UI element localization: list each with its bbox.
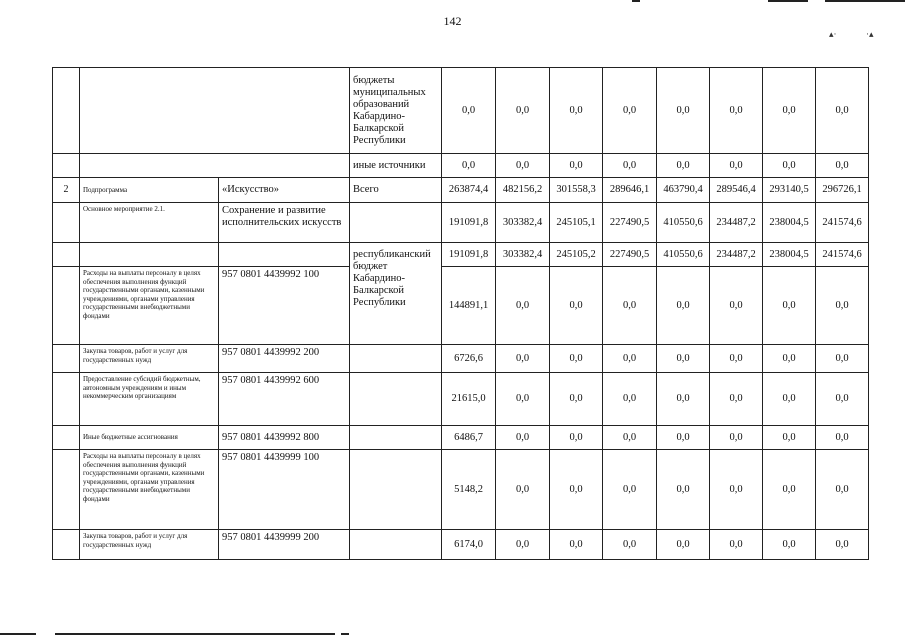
scan-edge-mark — [768, 0, 808, 2]
value-cell: 263874,4 — [442, 178, 496, 203]
value-cell: 0,0 — [763, 267, 816, 345]
row-index — [53, 243, 80, 267]
value-cell: 0,0 — [657, 68, 710, 154]
scan-speck: ▴· — [829, 29, 837, 39]
row-index — [53, 530, 80, 560]
value-cell: 0,0 — [816, 530, 869, 560]
value-cell: 0,0 — [657, 450, 710, 530]
value-cell: 0,0 — [710, 450, 763, 530]
value-cell: 0,0 — [550, 426, 603, 450]
value-cell: 0,0 — [603, 426, 657, 450]
value-cell: 410550,6 — [657, 203, 710, 243]
value-cell: 0,0 — [603, 530, 657, 560]
value-cell: 0,0 — [710, 68, 763, 154]
row-code: 957 0801 4439992 200 — [219, 345, 350, 373]
value-cell: 0,0 — [657, 373, 710, 426]
funding-source: Всего — [350, 178, 442, 203]
value-cell: 0,0 — [496, 68, 550, 154]
value-cell: 0,0 — [710, 426, 763, 450]
value-cell: 0,0 — [442, 154, 496, 178]
value-cell: 289646,1 — [603, 178, 657, 203]
value-cell: 234487,2 — [710, 243, 763, 267]
value-cell: 0,0 — [603, 450, 657, 530]
value-cell: 234487,2 — [710, 203, 763, 243]
row-code: «Искусство» — [219, 178, 350, 203]
row-code — [219, 243, 350, 267]
row-name — [80, 154, 350, 178]
value-cell: 0,0 — [496, 450, 550, 530]
value-cell: 0,0 — [603, 68, 657, 154]
value-cell: 410550,6 — [657, 243, 710, 267]
value-cell: 0,0 — [816, 426, 869, 450]
row-code: Сохранение и развитие исполнительских искусств — [219, 203, 350, 243]
table-row — [53, 154, 869, 178]
scan-edge-mark — [632, 0, 640, 2]
row-name: Предоставление субсидий бюджетным, автономным учреждениям и иным некоммерческим организациям — [80, 373, 219, 426]
row-code: 957 0801 4439999 200 — [219, 530, 350, 560]
value-cell: 0,0 — [496, 267, 550, 345]
page-number: 142 — [443, 14, 462, 28]
value-cell: 0,0 — [496, 373, 550, 426]
value-cell: 227490,5 — [603, 243, 657, 267]
funding-source — [350, 373, 442, 426]
value-cell: 0,0 — [657, 426, 710, 450]
value-cell: 0,0 — [550, 68, 603, 154]
row-index — [53, 373, 80, 426]
value-cell: 0,0 — [816, 450, 869, 530]
value-cell: 0,0 — [550, 373, 603, 426]
funding-source: иные источники — [350, 154, 442, 178]
row-index — [53, 426, 80, 450]
funding-source: бюджеты муниципальных образований Кабардино-Балкарской Республики — [350, 68, 442, 154]
value-cell: 5148,2 — [442, 450, 496, 530]
value-cell: 293140,5 — [763, 178, 816, 203]
funding-source — [350, 530, 442, 560]
value-cell: 0,0 — [657, 154, 710, 178]
row-name: Расходы на выплаты персоналу в целях обеспечения выполнения функций государственными органами, казенными учреждениями, органами управления государственными внебюджетными фондами — [80, 267, 219, 345]
value-cell: 0,0 — [603, 267, 657, 345]
row-name — [80, 243, 219, 267]
value-cell: 0,0 — [710, 373, 763, 426]
funding-source: республиканский бюджет Кабардино-Балкарской Республики — [350, 243, 442, 345]
value-cell: 289546,4 — [710, 178, 763, 203]
value-cell: 0,0 — [763, 68, 816, 154]
value-cell: 0,0 — [496, 154, 550, 178]
value-cell: 0,0 — [657, 267, 710, 345]
table-row — [53, 530, 869, 560]
table-row — [53, 345, 869, 373]
value-cell: 241574,6 — [816, 203, 869, 243]
funding-source — [350, 450, 442, 530]
value-cell: 0,0 — [763, 450, 816, 530]
table-row — [53, 178, 869, 203]
row-code: 957 0801 4439992 100 — [219, 267, 350, 345]
value-cell: 6174,0 — [442, 530, 496, 560]
row-name: Подпрограмма — [80, 178, 219, 203]
row-name: Закупка товаров, работ и услуг для государственных нужд — [80, 530, 219, 560]
value-cell: 296726,1 — [816, 178, 869, 203]
value-cell: 245105,2 — [550, 243, 603, 267]
table-row — [53, 203, 869, 243]
value-cell: 0,0 — [603, 345, 657, 373]
row-index — [53, 450, 80, 530]
scan-edge-mark — [825, 0, 905, 2]
value-cell: 301558,3 — [550, 178, 603, 203]
value-cell: 0,0 — [496, 426, 550, 450]
scan-edge-mark — [0, 633, 36, 635]
row-name: Расходы на выплаты персоналу в целях обеспечения выполнения функций государственными органами, казенными учреждениями, органами управления государственными внебюджетными фондами — [80, 450, 219, 530]
value-cell: 0,0 — [657, 530, 710, 560]
value-cell: 245105,1 — [550, 203, 603, 243]
value-cell: 0,0 — [816, 345, 869, 373]
funding-source — [350, 345, 442, 373]
value-cell: 6726,6 — [442, 345, 496, 373]
row-code: 957 0801 4439992 600 — [219, 373, 350, 426]
value-cell: 0,0 — [816, 267, 869, 345]
value-cell: 0,0 — [496, 345, 550, 373]
value-cell: 0,0 — [550, 530, 603, 560]
value-cell: 191091,8 — [442, 203, 496, 243]
value-cell: 0,0 — [603, 154, 657, 178]
value-cell: 0,0 — [763, 530, 816, 560]
value-cell: 0,0 — [710, 530, 763, 560]
value-cell: 0,0 — [550, 267, 603, 345]
value-cell: 238004,5 — [763, 203, 816, 243]
row-name: Иные бюджетные ассигнования — [80, 426, 219, 450]
row-code: 957 0801 4439992 800 — [219, 426, 350, 450]
row-index — [53, 203, 80, 243]
value-cell: 0,0 — [763, 426, 816, 450]
value-cell: 241574,6 — [816, 243, 869, 267]
budget-table — [52, 67, 869, 560]
scan-speck: ·▴ — [866, 29, 874, 39]
value-cell: 238004,5 — [763, 243, 816, 267]
row-index — [53, 267, 80, 345]
row-index — [53, 68, 80, 154]
value-cell: 0,0 — [763, 345, 816, 373]
value-cell: 0,0 — [816, 154, 869, 178]
value-cell: 0,0 — [657, 345, 710, 373]
value-cell: 303382,4 — [496, 203, 550, 243]
row-code: 957 0801 4439999 100 — [219, 450, 350, 530]
value-cell: 0,0 — [710, 267, 763, 345]
row-name: Закупка товаров, работ и услуг для государственных нужд — [80, 345, 219, 373]
row-name: Основное мероприятие 2.1. — [80, 203, 219, 243]
value-cell: 0,0 — [550, 154, 603, 178]
value-cell: 0,0 — [710, 154, 763, 178]
scan-edge-mark — [55, 633, 335, 635]
table-row — [53, 243, 869, 267]
table-row — [53, 450, 869, 530]
table-row — [53, 68, 869, 154]
value-cell: 144891,1 — [442, 267, 496, 345]
value-cell: 6486,7 — [442, 426, 496, 450]
value-cell: 482156,2 — [496, 178, 550, 203]
value-cell: 0,0 — [550, 345, 603, 373]
row-index — [53, 345, 80, 373]
value-cell: 191091,8 — [442, 243, 496, 267]
value-cell: 0,0 — [496, 530, 550, 560]
value-cell: 0,0 — [763, 373, 816, 426]
value-cell: 303382,4 — [496, 243, 550, 267]
value-cell: 227490,5 — [603, 203, 657, 243]
value-cell: 21615,0 — [442, 373, 496, 426]
value-cell: 463790,4 — [657, 178, 710, 203]
scan-edge-mark — [341, 633, 349, 635]
funding-source — [350, 203, 442, 243]
value-cell: 0,0 — [550, 450, 603, 530]
row-index — [53, 154, 80, 178]
value-cell: 0,0 — [603, 373, 657, 426]
value-cell: 0,0 — [763, 154, 816, 178]
value-cell: 0,0 — [442, 68, 496, 154]
table-row — [53, 267, 869, 345]
row-index: 2 — [53, 178, 80, 203]
row-name — [80, 68, 350, 154]
value-cell: 0,0 — [816, 373, 869, 426]
table-row — [53, 426, 869, 450]
value-cell: 0,0 — [710, 345, 763, 373]
funding-source — [350, 426, 442, 450]
value-cell: 0,0 — [816, 68, 869, 154]
table-row — [53, 373, 869, 426]
